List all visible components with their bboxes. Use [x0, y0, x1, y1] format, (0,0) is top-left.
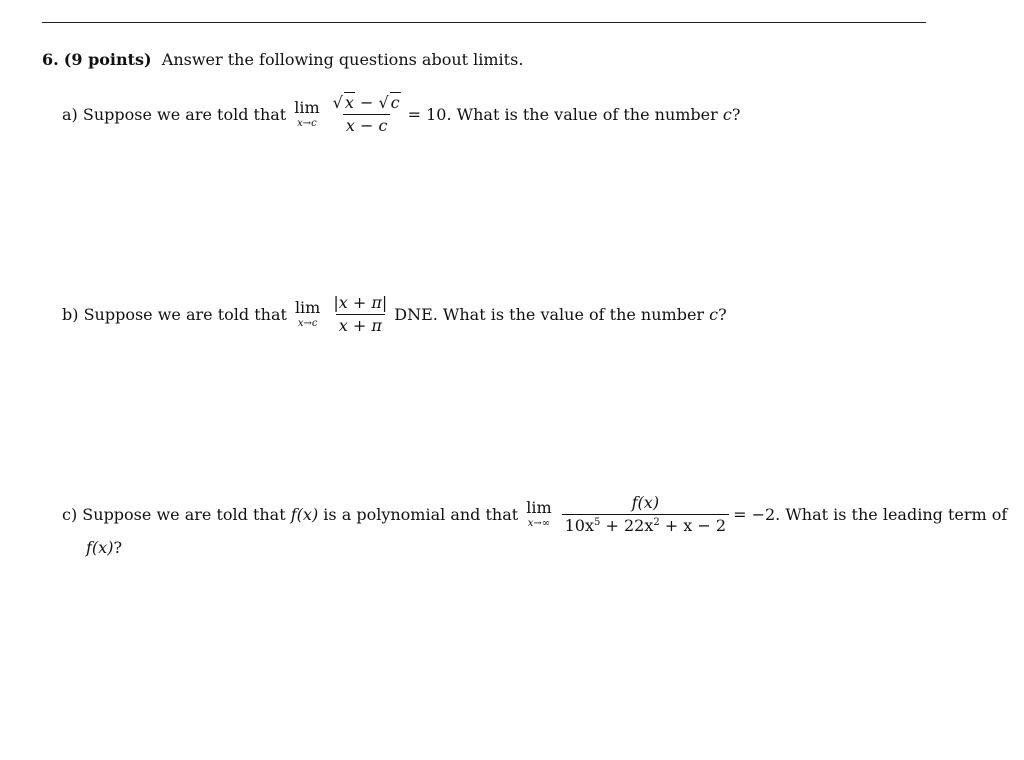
part-b-lead: Suppose we are told that [83, 304, 287, 324]
part-a-label: a) [62, 104, 78, 124]
part-c-lead: Suppose we are told that [82, 504, 286, 524]
part-c-fraction [562, 494, 729, 534]
limit-subscript: x→c [297, 317, 318, 329]
part-c-line2-end: ? [113, 538, 123, 557]
part-a-tail: = 10. What is the value of the number [407, 104, 718, 124]
part-b [62, 294, 727, 334]
top-rule [42, 22, 926, 23]
part-c-limit [526, 497, 552, 529]
part-a-lead: Suppose we are told that [82, 104, 287, 124]
part-c-line2 [86, 538, 122, 557]
part-a [62, 94, 740, 134]
fraction-denominator: x + π [336, 314, 385, 335]
limit-subscript: x→c [297, 117, 317, 129]
question-header [42, 50, 523, 69]
sqrt-c: √ c [378, 93, 400, 112]
part-b-tail: DNE. What is the value of the number [394, 304, 705, 324]
fraction-denominator: x − c [343, 114, 391, 135]
part-b-limit [294, 297, 321, 329]
question-intro: Answer the following questions about limits. [161, 50, 524, 69]
part-c-tail: = −2. What is the leading term of [733, 504, 1008, 524]
fraction-numerator: |x + π| [333, 293, 388, 312]
question-points: (9 points) [63, 50, 152, 69]
limit-operator: lim [294, 297, 321, 317]
part-c-line2-fx: f(x) [86, 538, 114, 557]
part-b-fraction [330, 294, 390, 334]
part-a-end: ? [731, 104, 741, 124]
limit-operator: lim [294, 97, 320, 117]
fraction-numerator: √ x − √ c [332, 93, 400, 112]
part-b-end: ? [718, 304, 727, 324]
part-b-var: c [709, 304, 719, 324]
sqrt-x: √ x [332, 93, 354, 112]
fraction-numerator: f(x) [631, 493, 660, 512]
part-a-var: c [722, 104, 732, 124]
limit-subscript: x→∞ [527, 517, 551, 529]
part-c-fx: f(x) [290, 504, 319, 524]
part-b-label: b) [62, 304, 79, 324]
part-a-limit [294, 97, 320, 129]
part-a-fraction [330, 94, 404, 134]
part-c-middle: is a polynomial and that [323, 504, 519, 524]
part-c [62, 494, 1007, 534]
fraction-denominator: $10x^5 + 22x^2 + x - 2$ [562, 514, 729, 535]
part-c-label: c) [62, 504, 78, 524]
question-number: 6. [42, 50, 59, 69]
limit-operator: lim [526, 497, 552, 517]
